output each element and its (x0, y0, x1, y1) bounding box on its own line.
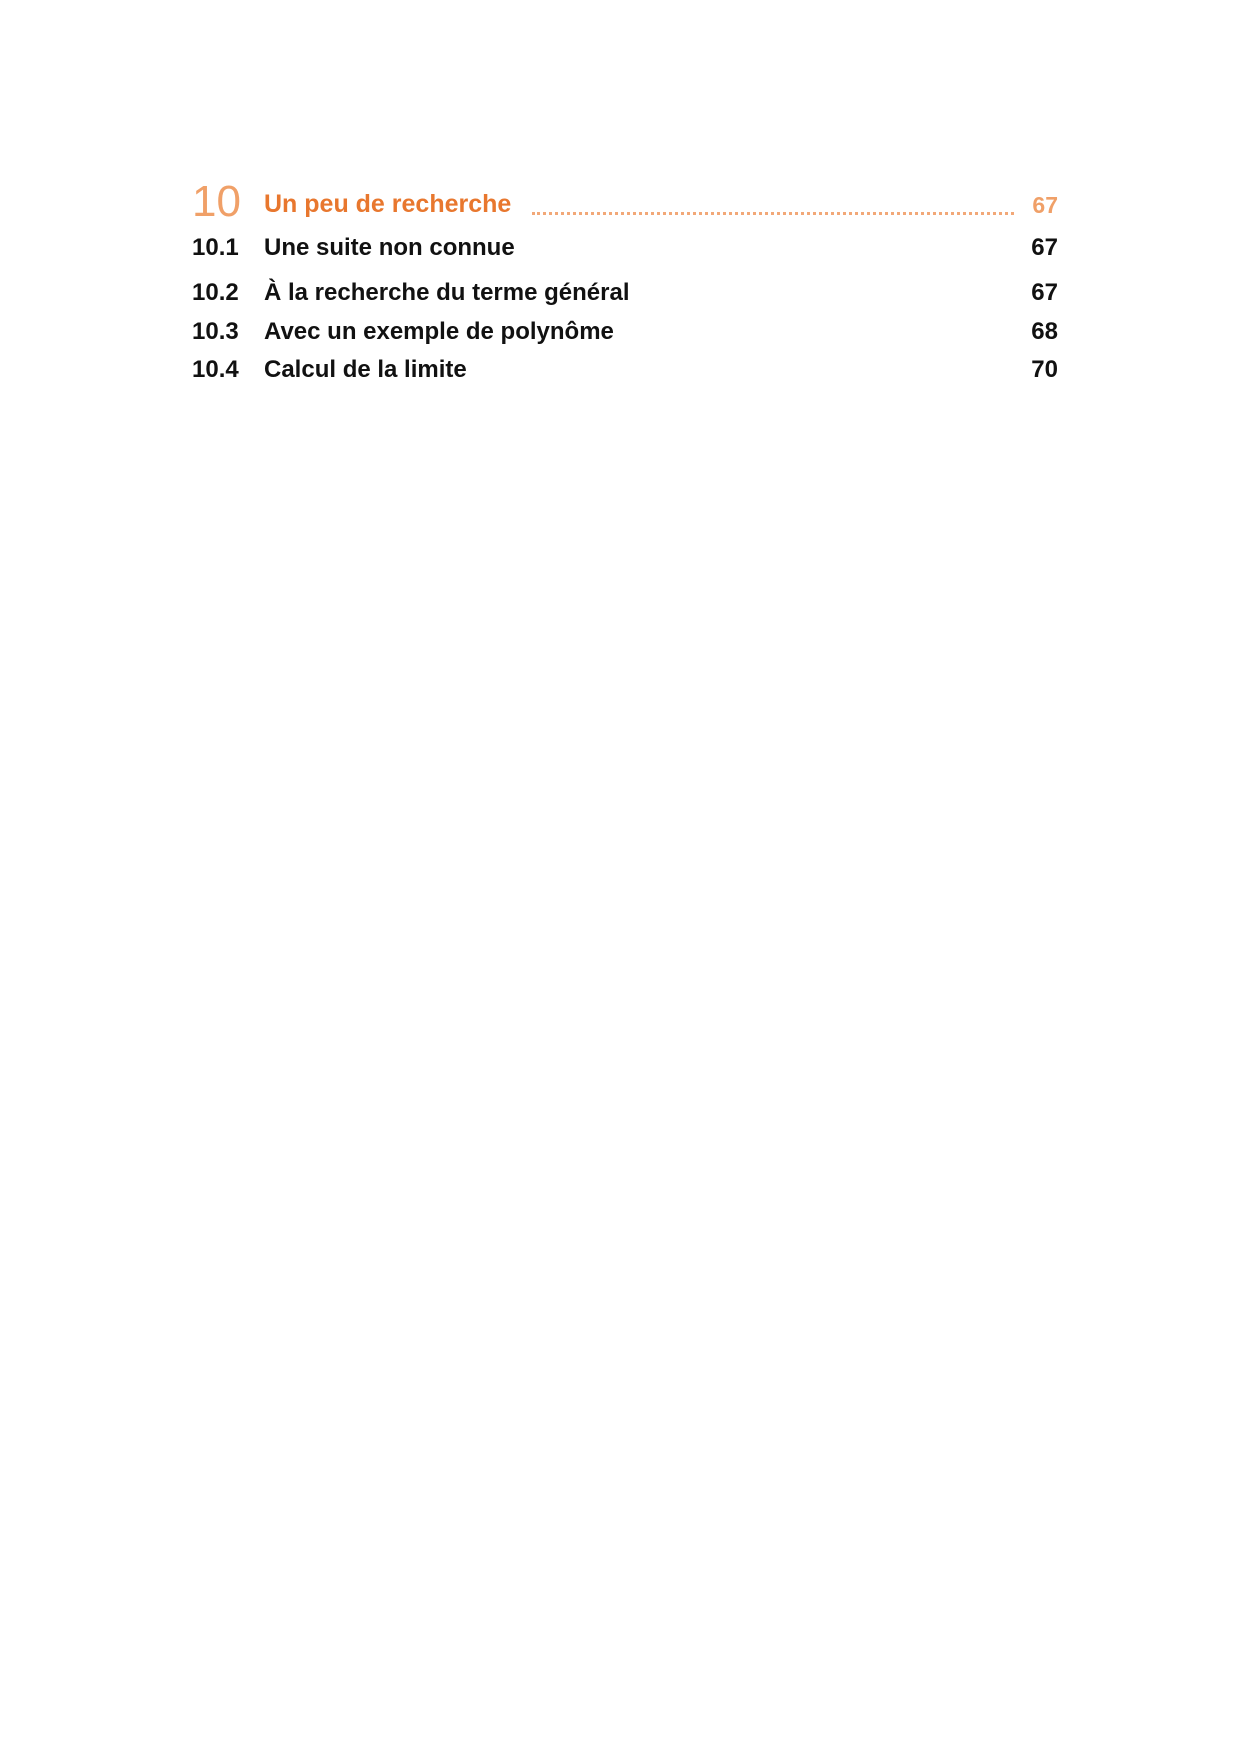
dot-leader (532, 206, 1014, 215)
toc-chapter-entry[interactable] (192, 176, 1058, 230)
toc-section-entry[interactable] (192, 278, 1058, 308)
section-page-number: 68 (1031, 318, 1058, 345)
chapter-number: 10 (192, 177, 241, 226)
section-number: 10.4 (192, 356, 239, 383)
chapter-page-number: 67 (1032, 192, 1058, 218)
section-page-number: 70 (1031, 356, 1058, 383)
toc-section-entry[interactable] (192, 355, 1058, 385)
toc-section-entry[interactable] (192, 233, 1058, 263)
section-title[interactable]: À la recherche du terme général (264, 279, 630, 306)
section-title[interactable]: Avec un exemple de polynôme (264, 318, 614, 345)
section-number: 10.2 (192, 279, 239, 306)
section-title[interactable]: Une suite non connue (264, 234, 515, 261)
chapter-title[interactable]: Un peu de recherche (264, 189, 517, 219)
section-page-number: 67 (1031, 234, 1058, 261)
section-page-number: 67 (1031, 279, 1058, 306)
section-number: 10.3 (192, 318, 239, 345)
section-title[interactable]: Calcul de la limite (264, 356, 467, 383)
toc-section-entry[interactable] (192, 317, 1058, 347)
section-number: 10.1 (192, 234, 239, 261)
